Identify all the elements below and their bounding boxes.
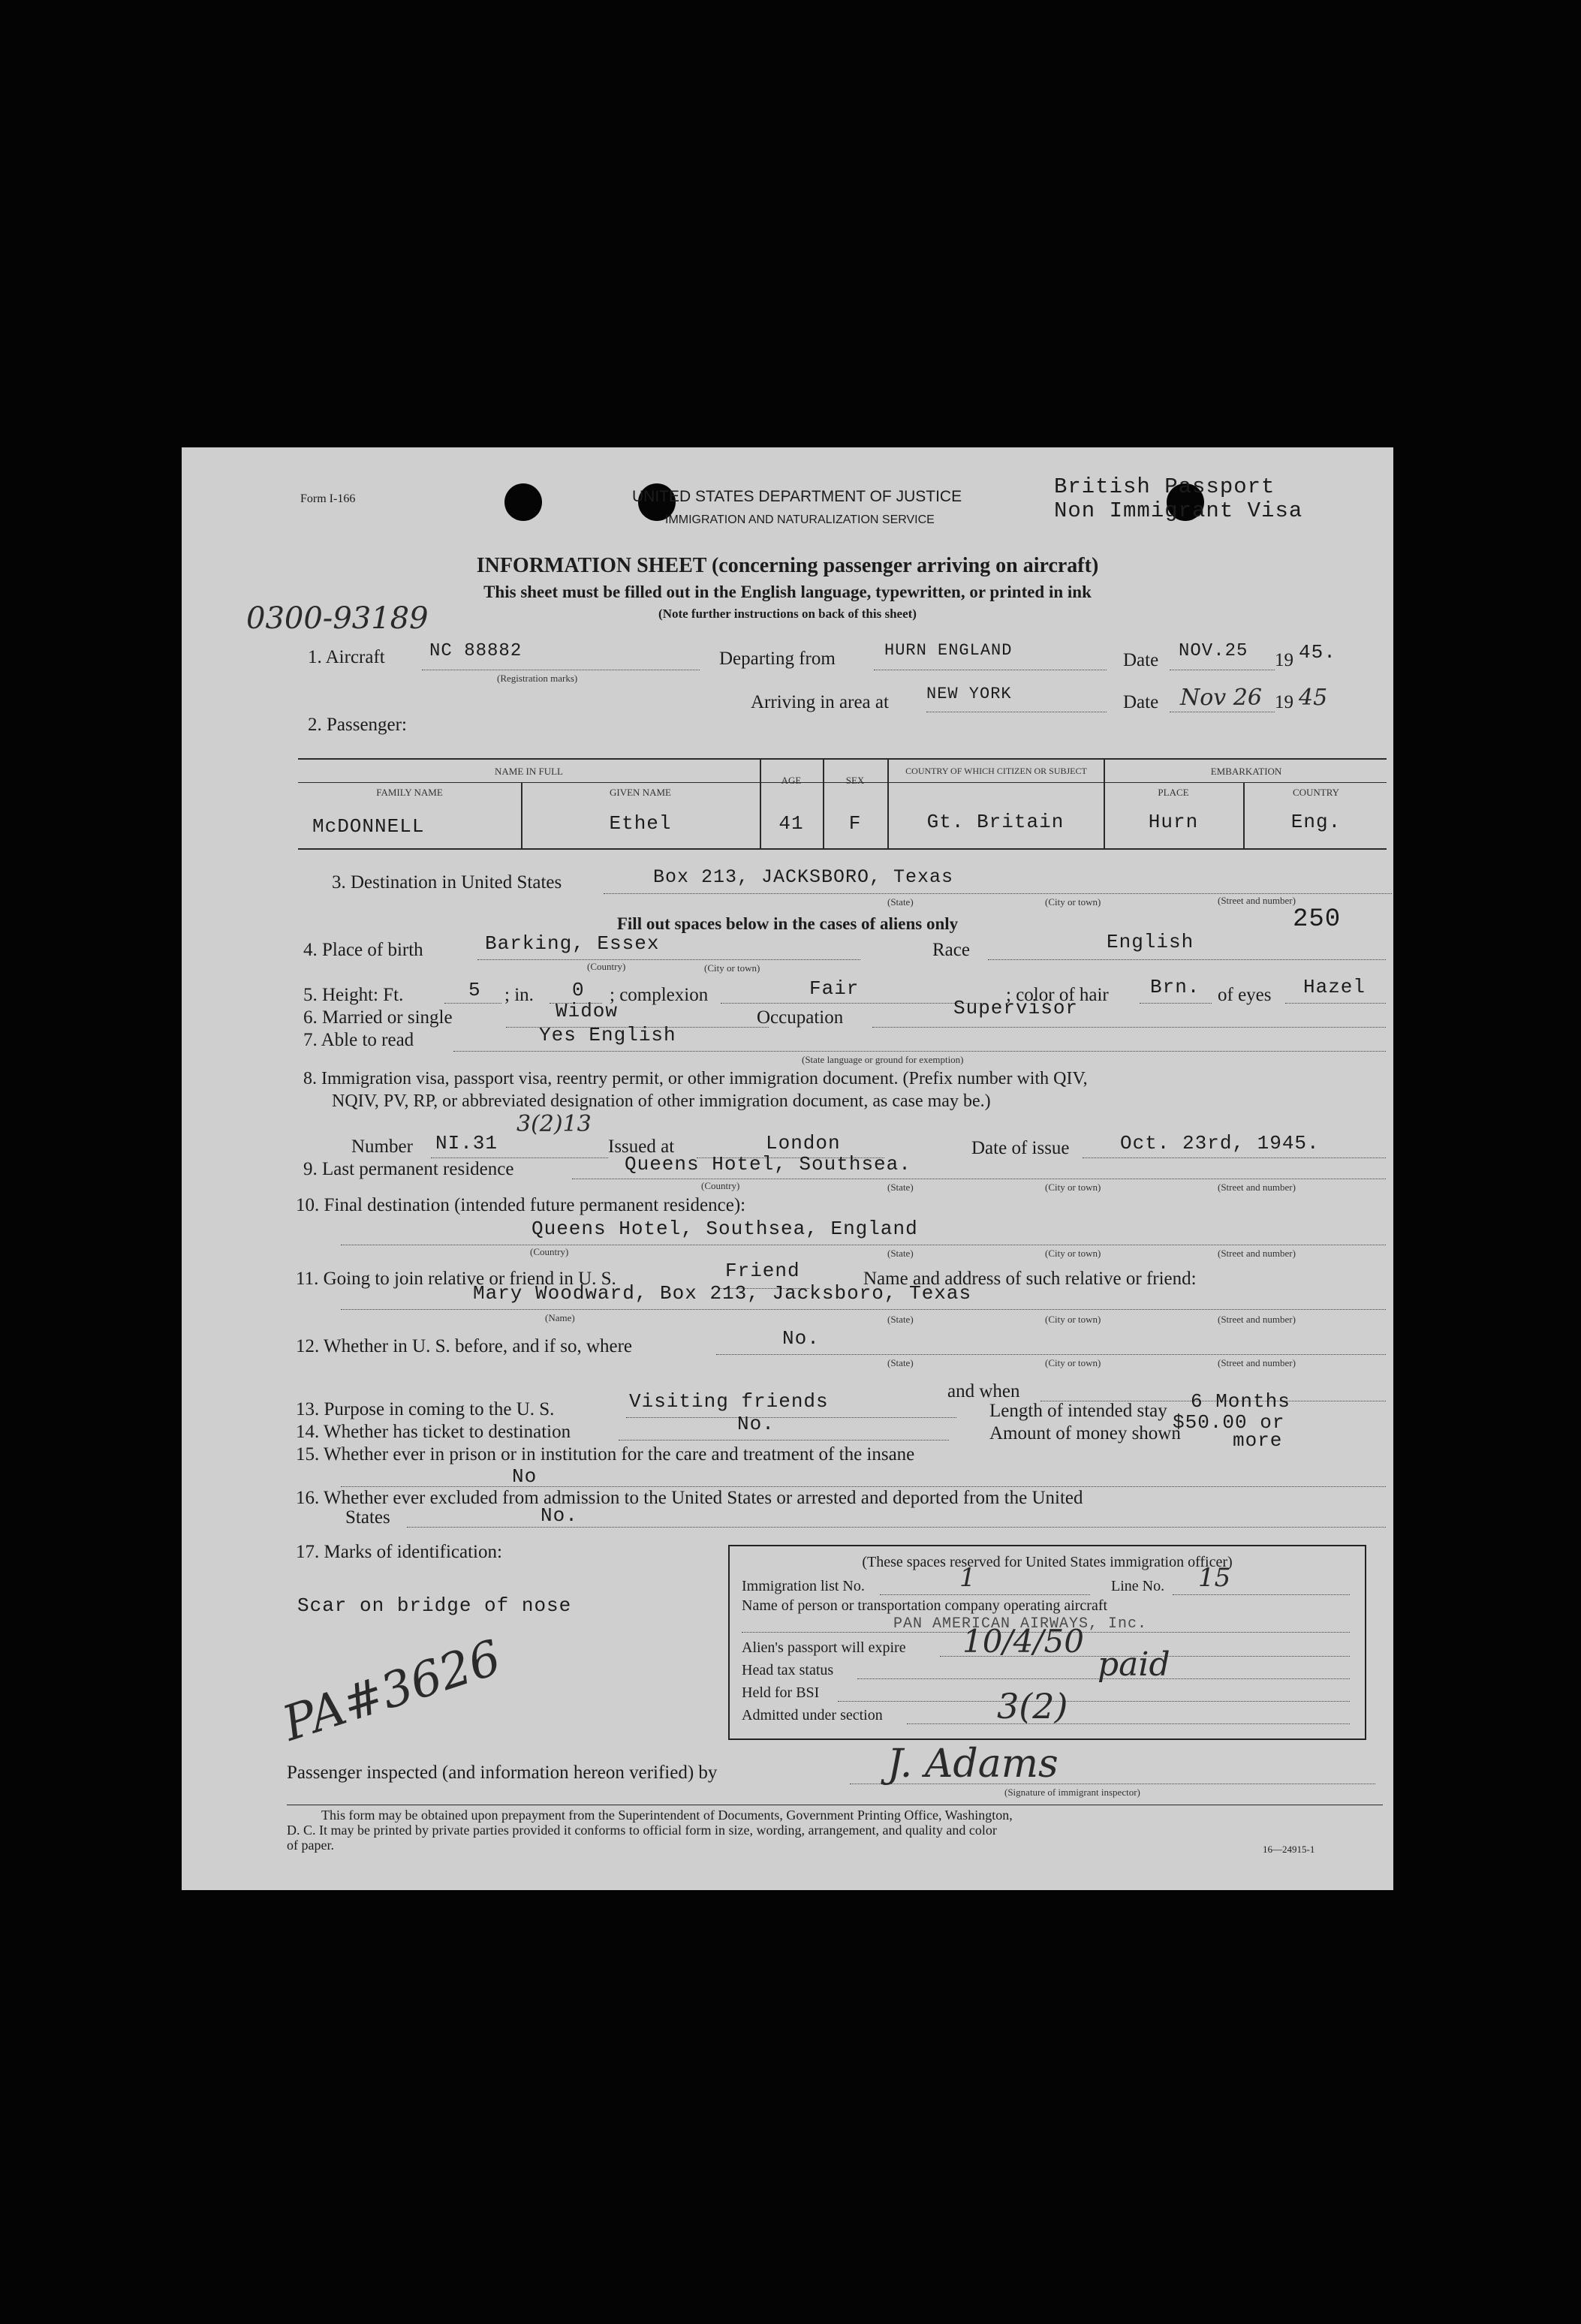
q3-value: Box 213, JACKSBORO, Texas — [653, 866, 954, 888]
q10-caption-state: (State) — [887, 1248, 914, 1259]
bsi-line — [838, 1701, 1350, 1702]
q10-caption-street: (Street and number) — [1218, 1248, 1296, 1259]
occupation-value: Supervisor — [953, 997, 1079, 1019]
age-value: 41 — [778, 812, 804, 835]
q3-margin-number: 250 — [1293, 905, 1342, 934]
q2-label: 2. Passenger: — [308, 715, 407, 735]
money-value-line-2: more — [1233, 1429, 1283, 1452]
q12-value: No. — [782, 1327, 820, 1350]
q1-label: 1. Aircraft — [308, 647, 385, 667]
country-value: Gt. Britain — [926, 811, 1065, 833]
height-ft-line — [444, 1003, 501, 1004]
q11-label: 11. Going to join relative or friend in U. S. — [296, 1269, 616, 1289]
footer-code: 16—24915-1 — [1263, 1844, 1315, 1855]
admitted-line — [907, 1723, 1350, 1724]
q16-line — [407, 1527, 1386, 1528]
q5-label: 5. Height: Ft. — [303, 985, 404, 1005]
q7-value: Yes English — [539, 1024, 676, 1046]
immigration-list-line — [880, 1594, 1090, 1595]
q12-label: 12. Whether in U. S. before, and if so, where — [296, 1336, 633, 1356]
q7-caption: (State language or ground for exemption) — [802, 1054, 964, 1065]
q6-value: Widow — [556, 1000, 619, 1022]
aliens-heading: Fill out spaces below in the cases of aliens only — [616, 914, 959, 933]
q15-label: 15. Whether ever in prison or in institution for the care and treatment of the insane — [296, 1444, 915, 1465]
complexion-line — [721, 1003, 983, 1004]
place-value: Hurn — [1148, 811, 1199, 833]
service-name: IMMIGRATION AND NATURALIZATION SERVICE — [665, 513, 935, 526]
stay-label: Length of intended stay — [989, 1401, 1167, 1421]
arriving-value: NEW YORK — [926, 685, 1012, 703]
date-dep-value: NOV.25 — [1179, 641, 1248, 661]
admitted-label: Admitted under section — [742, 1707, 883, 1723]
q17-label: 17. Marks of identification: — [296, 1542, 502, 1562]
q17-value: Scar on bridge of nose — [297, 1594, 572, 1617]
occupation-line — [872, 1027, 1386, 1028]
document-number-value: NI.31 — [435, 1132, 498, 1154]
q10-label: 10. Final destination (intended future permanent residence): — [296, 1195, 746, 1215]
company-label: Name of person or transportation company operating aircraft — [742, 1597, 1108, 1614]
table-col-4 — [887, 758, 889, 848]
q3-line — [604, 893, 1392, 894]
q15-line — [341, 1486, 1386, 1487]
departing-label: Departing from — [719, 649, 836, 669]
document-number-label: Number — [351, 1136, 413, 1157]
q3-caption-street: (Street and number) — [1218, 895, 1296, 906]
given-name-value: Ethel — [609, 812, 672, 835]
punch-hole-left — [504, 483, 542, 521]
aircraft-value: NC 88882 — [429, 641, 522, 661]
eyes-value: Hazel — [1303, 976, 1366, 998]
q4-label: 4. Place of birth — [303, 940, 423, 960]
occupation-label: Occupation — [757, 1007, 844, 1028]
q8-text-line-1: 8. Immigration visa, passport visa, reentry permit, or other immigration document. (Prefix number with QIV, — [303, 1069, 1088, 1088]
table-col-3 — [823, 758, 824, 848]
departing-value: HURN ENGLAND — [884, 641, 1013, 660]
q10-caption-city: (City or town) — [1045, 1248, 1101, 1259]
q4-caption-city: (City or town) — [704, 962, 760, 974]
q3-label: 3. Destination in United States — [332, 872, 562, 893]
line-no-line — [1173, 1594, 1350, 1595]
height-ft-value: 5 — [468, 979, 481, 1001]
form-number: Form I-166 — [300, 492, 356, 505]
hair-line — [1140, 1003, 1212, 1004]
header-age: AGE — [781, 775, 802, 786]
stamp-line-1: British Passport — [1054, 474, 1275, 499]
q11-value: Mary Woodward, Box 213, Jacksboro, Texas — [473, 1282, 972, 1305]
q7-label: 7. Able to read — [303, 1030, 414, 1050]
header-place: PLACE — [1158, 787, 1189, 798]
q15-value: No — [512, 1465, 538, 1488]
head-tax-value: paid — [1098, 1645, 1170, 1684]
complexion-value: Fair — [809, 977, 860, 1000]
q11-line — [341, 1309, 1386, 1310]
q16-label-line-2: States — [345, 1507, 390, 1528]
date-of-issue-value: Oct. 23rd, 1945. — [1120, 1132, 1320, 1154]
immigration-list-label: Immigration list No. — [742, 1578, 865, 1594]
table-top-rule — [298, 758, 1387, 760]
stamp-line-2: Non Immigrant Visa — [1054, 498, 1303, 523]
q12-when-label: and when — [947, 1381, 1020, 1401]
line-no-value: 15 — [1198, 1563, 1231, 1593]
form-title: INFORMATION SHEET (concerning passenger arriving on aircraft) — [476, 554, 1099, 577]
date-arr-label: Date — [1123, 692, 1159, 712]
passport-expire-label: Alien's passport will expire — [742, 1639, 906, 1656]
header-embarkation: EMBARKATION — [1210, 766, 1282, 777]
bsi-label: Held for BSI — [742, 1684, 820, 1701]
information-sheet-form — [182, 447, 1393, 1890]
footer-line-3: of paper. — [287, 1838, 334, 1853]
hair-label: ; color of hair — [1006, 985, 1109, 1005]
inspection-label: Passenger inspected (and information hereon verified) by — [287, 1763, 718, 1783]
header-emb-country: COUNTRY — [1292, 787, 1340, 798]
q9-caption-country: (Country) — [701, 1180, 740, 1191]
header-name-in-full: NAME IN FULL — [495, 766, 563, 777]
issued-at-label: Issued at — [608, 1136, 675, 1157]
q14-value: No. — [737, 1413, 775, 1435]
q11-caption-city: (City or town) — [1045, 1314, 1101, 1325]
q9-caption-state: (State) — [887, 1182, 914, 1193]
head-tax-label: Head tax status — [742, 1662, 834, 1678]
stay-value: 6 Months — [1191, 1390, 1290, 1413]
passport-expire-value: 10/4/50 — [962, 1623, 1084, 1660]
q11-caption-state: (State) — [887, 1314, 914, 1325]
header-family-name: FAMILY NAME — [376, 787, 443, 798]
q11-caption-street: (Street and number) — [1218, 1314, 1296, 1325]
q4-line — [477, 959, 860, 960]
document-number-handwritten: 3(2)13 — [516, 1111, 592, 1137]
company-value: PAN AMERICAN AIRWAYS, Inc. — [893, 1615, 1148, 1633]
q16-value: No. — [541, 1504, 578, 1527]
q16-label-line-1: 16. Whether ever excluded from admission to the United States or arrested and deported from the United — [296, 1488, 1083, 1508]
table-col-2 — [760, 758, 761, 848]
footer-line-2: D. C. It may be printed by private parties provided it conforms to official form in size, wording, arrangement, and quality and color — [287, 1823, 997, 1838]
q11-relation-value: Friend — [725, 1260, 800, 1282]
table-bottom-rule — [298, 848, 1387, 850]
q10-caption-country: (Country) — [530, 1246, 569, 1257]
document-number-line — [431, 1157, 608, 1158]
department-name: UNITED STATES DEPARTMENT OF JUSTICE — [632, 488, 962, 505]
eyes-line — [1285, 1003, 1386, 1004]
form-subtitle: This sheet must be filled out in the English language, typewritten, or printed in ink — [483, 583, 1092, 601]
q6-label: 6. Married or single — [303, 1007, 453, 1028]
year-arr-prefix: 19 — [1275, 692, 1293, 712]
q3-caption-state: (State) — [887, 896, 914, 908]
year-dep-value: 45. — [1299, 641, 1336, 664]
emb-country-value: Eng. — [1290, 811, 1342, 833]
date-of-issue-label: Date of issue — [971, 1138, 1070, 1158]
q12-line — [716, 1354, 1386, 1355]
race-label: Race — [932, 940, 970, 960]
q7-line — [453, 1051, 1386, 1052]
q9-label: 9. Last permanent residence — [303, 1159, 514, 1179]
q9-value: Queens Hotel, Southsea. — [625, 1153, 911, 1176]
sex-value: F — [848, 812, 862, 835]
q12-caption-state: (State) — [887, 1357, 914, 1368]
q4-caption-country: (Country) — [587, 961, 626, 972]
q12-caption-city: (City or town) — [1045, 1357, 1101, 1368]
q13-line — [626, 1417, 956, 1418]
aircraft-caption: (Registration marks) — [497, 673, 578, 684]
date-arr-value: Nov 26 — [1180, 685, 1262, 711]
eyes-label: of eyes — [1218, 985, 1272, 1005]
line-no-label: Line No. — [1111, 1578, 1165, 1594]
height-in-label: ; in. — [504, 985, 534, 1005]
q9-caption-city: (City or town) — [1045, 1182, 1101, 1193]
arriving-label: Arriving in area at — [751, 692, 889, 712]
immigration-list-value: 1 — [959, 1563, 976, 1593]
q13-value: Visiting friends — [629, 1390, 829, 1413]
header-given-name: GIVEN NAME — [610, 787, 671, 798]
q11-name-label: Name and address of such relative or friend: — [863, 1269, 1197, 1289]
q12-caption-street: (Street and number) — [1218, 1357, 1296, 1368]
q17-handwritten: PA#3626 — [276, 1630, 508, 1753]
race-value: English — [1107, 931, 1194, 953]
year-dep-prefix: 19 — [1275, 650, 1293, 670]
complexion-label: ; complexion — [610, 985, 709, 1005]
date-dep-label: Date — [1123, 650, 1159, 670]
year-arr-value: 45 — [1299, 685, 1328, 711]
form-note: (Note further instructions on back of this sheet) — [658, 607, 917, 621]
q8-text-line-2: NQIV, PV, RP, or abbreviated designation of other immigration document, as case may be.) — [332, 1091, 991, 1111]
q9-caption-street: (Street and number) — [1218, 1182, 1296, 1193]
money-value: $50.00 or — [1173, 1411, 1285, 1434]
officer-box-heading: (These spaces reserved for United States immigration officer) — [862, 1554, 1233, 1570]
race-line — [988, 959, 1386, 960]
q11-caption-name: (Name) — [545, 1312, 575, 1323]
header-sex: SEX — [845, 775, 865, 786]
date-of-issue-line — [1083, 1157, 1386, 1158]
issued-at-value: London — [766, 1132, 841, 1154]
admitted-value: 3(2) — [997, 1686, 1068, 1726]
file-number: 0300-93189 — [246, 601, 429, 636]
inspector-signature: J. Adams — [887, 1741, 1059, 1787]
q14-label: 14. Whether has ticket to destination — [296, 1422, 571, 1442]
footer-line-1: This form may be obtained upon prepayment from the Superintendent of Documents, Government Printing Office, Washington, — [321, 1808, 1013, 1823]
header-country: COUNTRY OF WHICH CITIZEN OR SUBJECT — [905, 766, 1087, 776]
q4-value: Barking, Essex — [485, 932, 660, 955]
height-in-value: 0 — [572, 979, 585, 1001]
hair-value: Brn. — [1150, 976, 1200, 998]
money-label: Amount of money shown — [989, 1423, 1181, 1443]
family-name-value: McDONNELL — [312, 815, 425, 838]
signature-caption: (Signature of immigrant inspector) — [1004, 1787, 1140, 1798]
q10-value: Queens Hotel, Southsea, England — [532, 1218, 918, 1240]
q13-label: 13. Purpose in coming to the U. S. — [296, 1399, 555, 1419]
q3-caption-city: (City or town) — [1045, 896, 1101, 908]
